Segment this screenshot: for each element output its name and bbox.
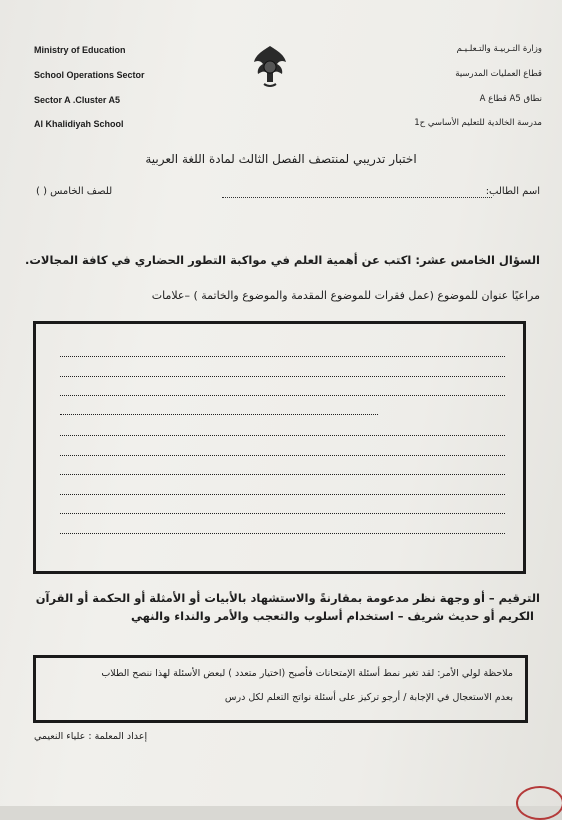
cluster-name-en: Sector A .Cluster A5 (34, 95, 121, 105)
parent-note-line-1: ملاحظة لولي الأمر: لقد تغير نمط أسئلة الإمتحانات فأصبح (اختيار متعدد ) لبعض الأسئلة لهذا ننصح الطلاب (101, 668, 513, 679)
uae-emblem-icon (250, 42, 290, 90)
answer-line (60, 533, 505, 534)
question-instructions: مراعيًا عنوان للموضوع (عمل فقرات للموضوع المقدمة والموضوع والخاتمة ) –علامات (151, 289, 540, 302)
student-name-field (222, 197, 492, 198)
answer-line (60, 474, 505, 475)
school-name-en: Al Khalidiyah School (34, 119, 124, 129)
answer-line (60, 494, 505, 495)
answer-line (60, 513, 505, 514)
sector-name-en: School Operations Sector (34, 70, 145, 80)
sector-name-ar: قطاع العمليات المدرسية (455, 69, 542, 79)
school-name-ar: مدرسة الخالدية للتعليم الأساسي ح1 (414, 118, 542, 128)
answer-line (60, 455, 505, 456)
cluster-name-ar: نطاق A5 قطاع A (479, 94, 542, 104)
answer-line (60, 395, 505, 396)
answer-box (33, 321, 526, 574)
teacher-credit: إعداد المعلمة : علياء النعيمي (34, 731, 148, 742)
page-number-stamp (516, 786, 562, 820)
answer-line (60, 356, 505, 357)
criteria-line-1: الترقيم – أو وجهة نظر مدعومة بمقارنةً والاستشهاد بالأبيات أو الأمثلة أو الحكمة أو القرآن (35, 591, 540, 605)
ministry-name-en: Ministry of Education (34, 45, 126, 55)
question-text: السؤال الخامس عشر: اكتب عن أهمية العلم في مواكبة التطور الحضاري في كافة المجالات. (24, 253, 540, 267)
exam-title: اختبار تدريبي لمنتصف الفصل الثالث لمادة اللغة العربية (145, 152, 417, 166)
class-label: للصف الخامس ( ) (36, 186, 113, 197)
parent-note-line-2: بعدم الاستعجال في الإجابة / أرجو تركيز على أسئلة نواتج التعلم لكل درس (224, 692, 513, 703)
answer-line (60, 435, 505, 436)
answer-line (60, 414, 378, 415)
answer-line (60, 376, 505, 377)
student-name-label: اسم الطالب: (485, 186, 540, 197)
ministry-name-ar: وزارة التـربيـة والتـعلـيـم (456, 44, 542, 54)
parent-note-box (33, 655, 528, 723)
criteria-line-2: الكريم أو حديث شريف – استخدام أسلوب والتعجب والأمر والنداء والنهي (130, 609, 534, 623)
